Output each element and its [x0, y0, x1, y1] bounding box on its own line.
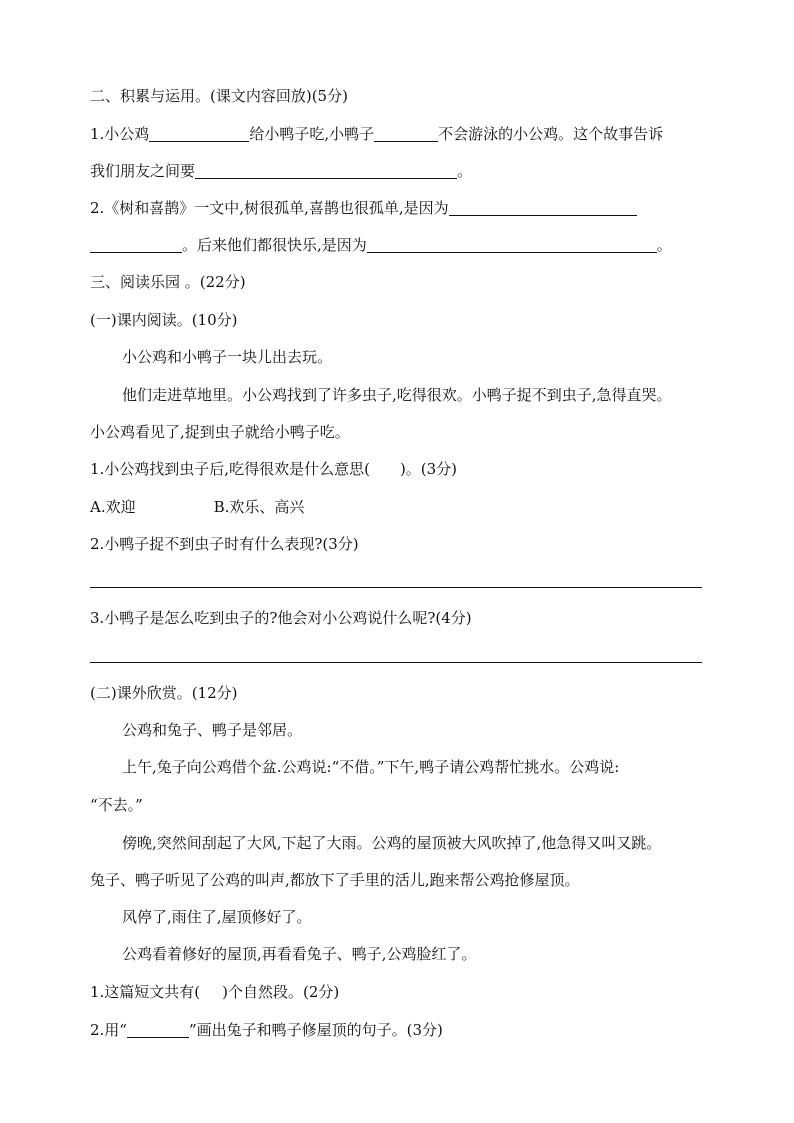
section2-q2-line2 — [90, 235, 672, 255]
part2-passage-para-2-cont: “不去。” — [90, 796, 143, 814]
part2-q2-after: ”画出兔子和鸭子修屋顶的句子。(3分) — [188, 1021, 443, 1039]
section2-q1-line1 — [90, 124, 663, 144]
section2-q1-line2 — [90, 161, 472, 181]
q2-blank-3[interactable] — [367, 236, 657, 253]
part1-q2-answer-line[interactable] — [90, 587, 702, 588]
part1-q1 — [90, 459, 457, 479]
q2-blank-2[interactable] — [90, 236, 182, 253]
part1-q3: 3.小鸭子是怎么吃到虫子的?他会对小公鸡说什么呢?(4分) — [90, 609, 472, 627]
part1-heading: (一)课内阅读。(10分) — [90, 311, 238, 329]
part2-passage-para-2: 上午,兔子向公鸡借个盆.公鸡说:“不借。”下午,鸭子请公鸡帮忙挑水。公鸡说: — [122, 758, 620, 776]
option-b: B.欢乐、高兴 — [213, 498, 305, 516]
q1-text-2: 给小鸭子吃,小鸭子 — [249, 125, 375, 143]
part2-q2-before: 2.用“ — [90, 1021, 127, 1039]
part1-q3-answer-line[interactable] — [90, 662, 702, 663]
part1-q1-options — [90, 497, 304, 517]
q1-blank-3[interactable] — [195, 162, 457, 179]
q2-text-3: 。 — [656, 236, 672, 254]
q1-blank-1[interactable] — [149, 125, 249, 142]
section2-q2-line1 — [90, 198, 637, 218]
underline-sample — [127, 1021, 189, 1038]
q1-text-5: 。 — [457, 162, 473, 180]
part1-passage-para-2: 他们走进草地里。小公鸡找到了许多虫子,吃得很欢。小鸭子捉不到虫子,急得直哭。 — [122, 386, 672, 404]
q1-text-4: 我们朋友之间要 — [90, 162, 196, 180]
q1-blank-2[interactable] — [374, 125, 438, 142]
q2-blank-1[interactable] — [449, 199, 637, 216]
part1-passage-para-2-cont: 小公鸡看见了,捉到虫子就给小鸭子吃。 — [90, 423, 350, 441]
q1-text-1: 1.小公鸡 — [90, 125, 150, 143]
part2-q1-after: )个自然段。(2分) — [222, 983, 340, 1001]
part2-passage-para-3: 傍晚,突然间刮起了大风,下起了大雨。公鸡的屋顶被大风吹掉了,他急得又叫又跳。 — [122, 834, 662, 852]
part2-passage-para-5: 公鸡看着修好的屋顶,再看看兔子、鸭子,公鸡脸红了。 — [122, 945, 477, 963]
part2-q1 — [90, 982, 339, 1002]
part1-q1-before: 1.小公鸡找到虫子后,吃得很欢是什么意思( — [90, 460, 370, 478]
part2-q2 — [90, 1020, 443, 1040]
part2-passage-para-1: 公鸡和兔子、鸭子是邻居。 — [122, 721, 303, 739]
part2-heading: (二)课外欣赏。(12分) — [90, 684, 238, 702]
part1-q1-after: )。(3分) — [399, 460, 458, 478]
part2-passage-para-4: 风停了,雨住了,屋顶修好了。 — [122, 908, 312, 926]
part2-passage-para-3-cont: 兔子、鸭子听见了公鸡的叫声,都放下了手里的活儿,跑来帮公鸡抢修屋顶。 — [90, 871, 580, 889]
part1-q2: 2.小鸭子捉不到虫子时有什么表现?(3分) — [90, 535, 359, 553]
section3-heading: 三、阅读乐园 。(22分) — [90, 273, 246, 291]
q2-text-2: 。后来他们都很快乐,是因为 — [182, 236, 367, 254]
q1-text-3: 不会游泳的小公鸡。这个故事告诉 — [438, 125, 664, 143]
part1-passage-para-1: 小公鸡和小鸭子一块儿出去玩。 — [122, 348, 333, 366]
q2-text-1: 2.《树和喜鹊》一文中,树很孤单,喜鹊也很孤单,是因为 — [90, 199, 449, 217]
part2-q1-before: 1.这篇短文共有( — [90, 983, 201, 1001]
option-a: A.欢迎 — [90, 498, 136, 516]
section2-heading: 二、积累与运用。(课文内容回放)(5分) — [90, 87, 348, 105]
